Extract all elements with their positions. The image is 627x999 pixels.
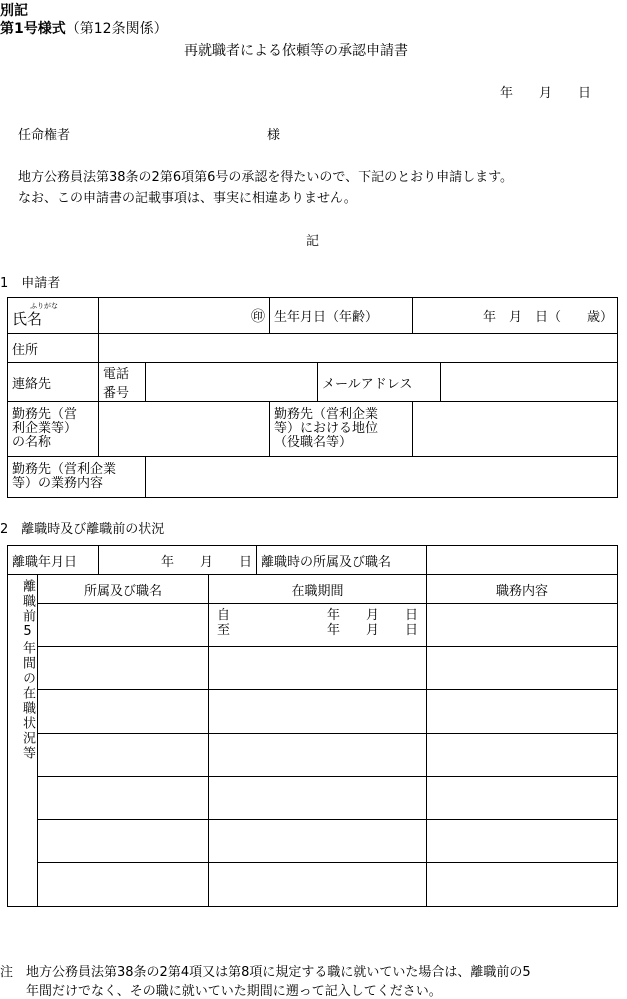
note-line-2: 年間だけでなく、その職に就いていた期間に遡って記入してください。 [0, 984, 442, 999]
col-post-header: 所属及び職名 [38, 575, 209, 604]
attachment-label: 別記 [0, 3, 28, 19]
from-ymd: 年 月 日 [327, 608, 419, 623]
business-label [8, 457, 146, 498]
position-label-line2: 等）における地位 [274, 421, 379, 436]
name-label: 氏名 [12, 310, 43, 328]
period-field-1[interactable] [209, 604, 427, 647]
name-field[interactable] [99, 298, 270, 334]
name-label-cell [8, 298, 99, 334]
post-field-2[interactable] [38, 647, 209, 690]
period-from-row [213, 608, 422, 623]
to-ymd: 年 月 日 [327, 623, 419, 638]
post-field-3[interactable] [38, 690, 209, 734]
position-label [270, 402, 413, 457]
period-field-4[interactable] [209, 734, 427, 777]
seal-mark: ㊞ [251, 308, 265, 325]
period-to-row [213, 623, 422, 638]
duties-field-2[interactable] [427, 647, 618, 690]
employer-label-line3: の名称 [12, 435, 52, 450]
body-line-1: 地方公務員法第38条の2第6項第6号の承認を得たいので、下記のとおり申請します。 [18, 170, 514, 185]
post-field-5[interactable] [38, 777, 209, 820]
article-ref: （第12条関係） [65, 21, 168, 37]
ki-label: 記 [306, 234, 320, 249]
employer-label-line2: 利企業等） [12, 421, 78, 436]
period-field-5[interactable] [209, 777, 427, 820]
post-field-1[interactable] [38, 604, 209, 647]
col-duties-header: 職務内容 [427, 575, 618, 604]
post-field-4[interactable] [38, 734, 209, 777]
position-label-line3: （役職名等） [274, 435, 353, 450]
duties-field-5[interactable] [427, 777, 618, 820]
employer-label-line1: 勤務先（営 [12, 407, 78, 422]
phone-label: 電話番号 [99, 363, 146, 402]
period-field-2[interactable] [209, 647, 427, 690]
business-label-line1: 勤務先（営利企業 [12, 462, 117, 477]
duties-field-3[interactable] [427, 690, 618, 734]
addressee-honorific: 様 [267, 128, 281, 143]
to-label: 至 [217, 623, 231, 638]
addressee-label: 任命権者 [18, 128, 71, 143]
retire-date-label: 離職年月日 [8, 546, 99, 575]
address-field[interactable] [99, 334, 618, 363]
applicant-table [7, 297, 618, 498]
position-label-line1: 勤務先（営利企業 [274, 407, 379, 422]
employer-field[interactable] [99, 402, 270, 457]
email-label: メールアドレス [318, 363, 441, 402]
duties-field-4[interactable] [427, 734, 618, 777]
business-field[interactable] [146, 457, 618, 498]
employer-label [8, 402, 99, 457]
vertical-label: 離職前5年間の在職状況等 [8, 575, 38, 907]
section1-heading: 1 申請者 [0, 276, 61, 291]
business-label-line2: 等）の業務内容 [12, 476, 104, 491]
duties-field-6[interactable] [427, 820, 618, 863]
period-field-3[interactable] [209, 690, 427, 734]
retire-post-field[interactable] [427, 546, 618, 575]
phone-field[interactable] [146, 363, 318, 402]
position-field[interactable] [413, 402, 618, 457]
post-field-7[interactable] [38, 863, 209, 907]
duties-field-7[interactable] [427, 863, 618, 907]
post-field-6[interactable] [38, 820, 209, 863]
name-ruby: ふりがな [30, 302, 58, 310]
col-period-header: 在職期間 [209, 575, 427, 604]
form-number [0, 18, 168, 38]
period-field-7[interactable] [209, 863, 427, 907]
email-field[interactable] [441, 363, 618, 402]
birth-label: 生年月日（年齢） [270, 298, 413, 334]
form-no: 第1号様式 [0, 21, 66, 37]
contact-label: 連絡先 [8, 363, 99, 402]
from-label: 自 [217, 608, 231, 623]
retire-post-label: 離職時の所属及び職名 [257, 546, 427, 575]
application-date: 年 月 日 [500, 86, 592, 101]
retirement-table [7, 545, 618, 907]
section2-heading: 2 離職時及び離職前の状況 [0, 522, 165, 537]
document-title: 再就職者による依頼等の承認申請書 [184, 43, 408, 59]
duties-field-1[interactable] [427, 604, 618, 647]
body-line-2: なお、この申請書の記載事項は、事実に相違ありません。 [18, 191, 357, 206]
note-line-1: 注 地方公務員法第38条の2第4項又は第8項に規定する職に就いていた場合は、離職前の5 [0, 965, 531, 980]
period-field-6[interactable] [209, 820, 427, 863]
address-label: 住所 [8, 334, 99, 363]
retire-date-field[interactable]: 年 月 日 [99, 546, 257, 575]
birth-field[interactable]: 年 月 日（ 歳） [413, 298, 618, 334]
